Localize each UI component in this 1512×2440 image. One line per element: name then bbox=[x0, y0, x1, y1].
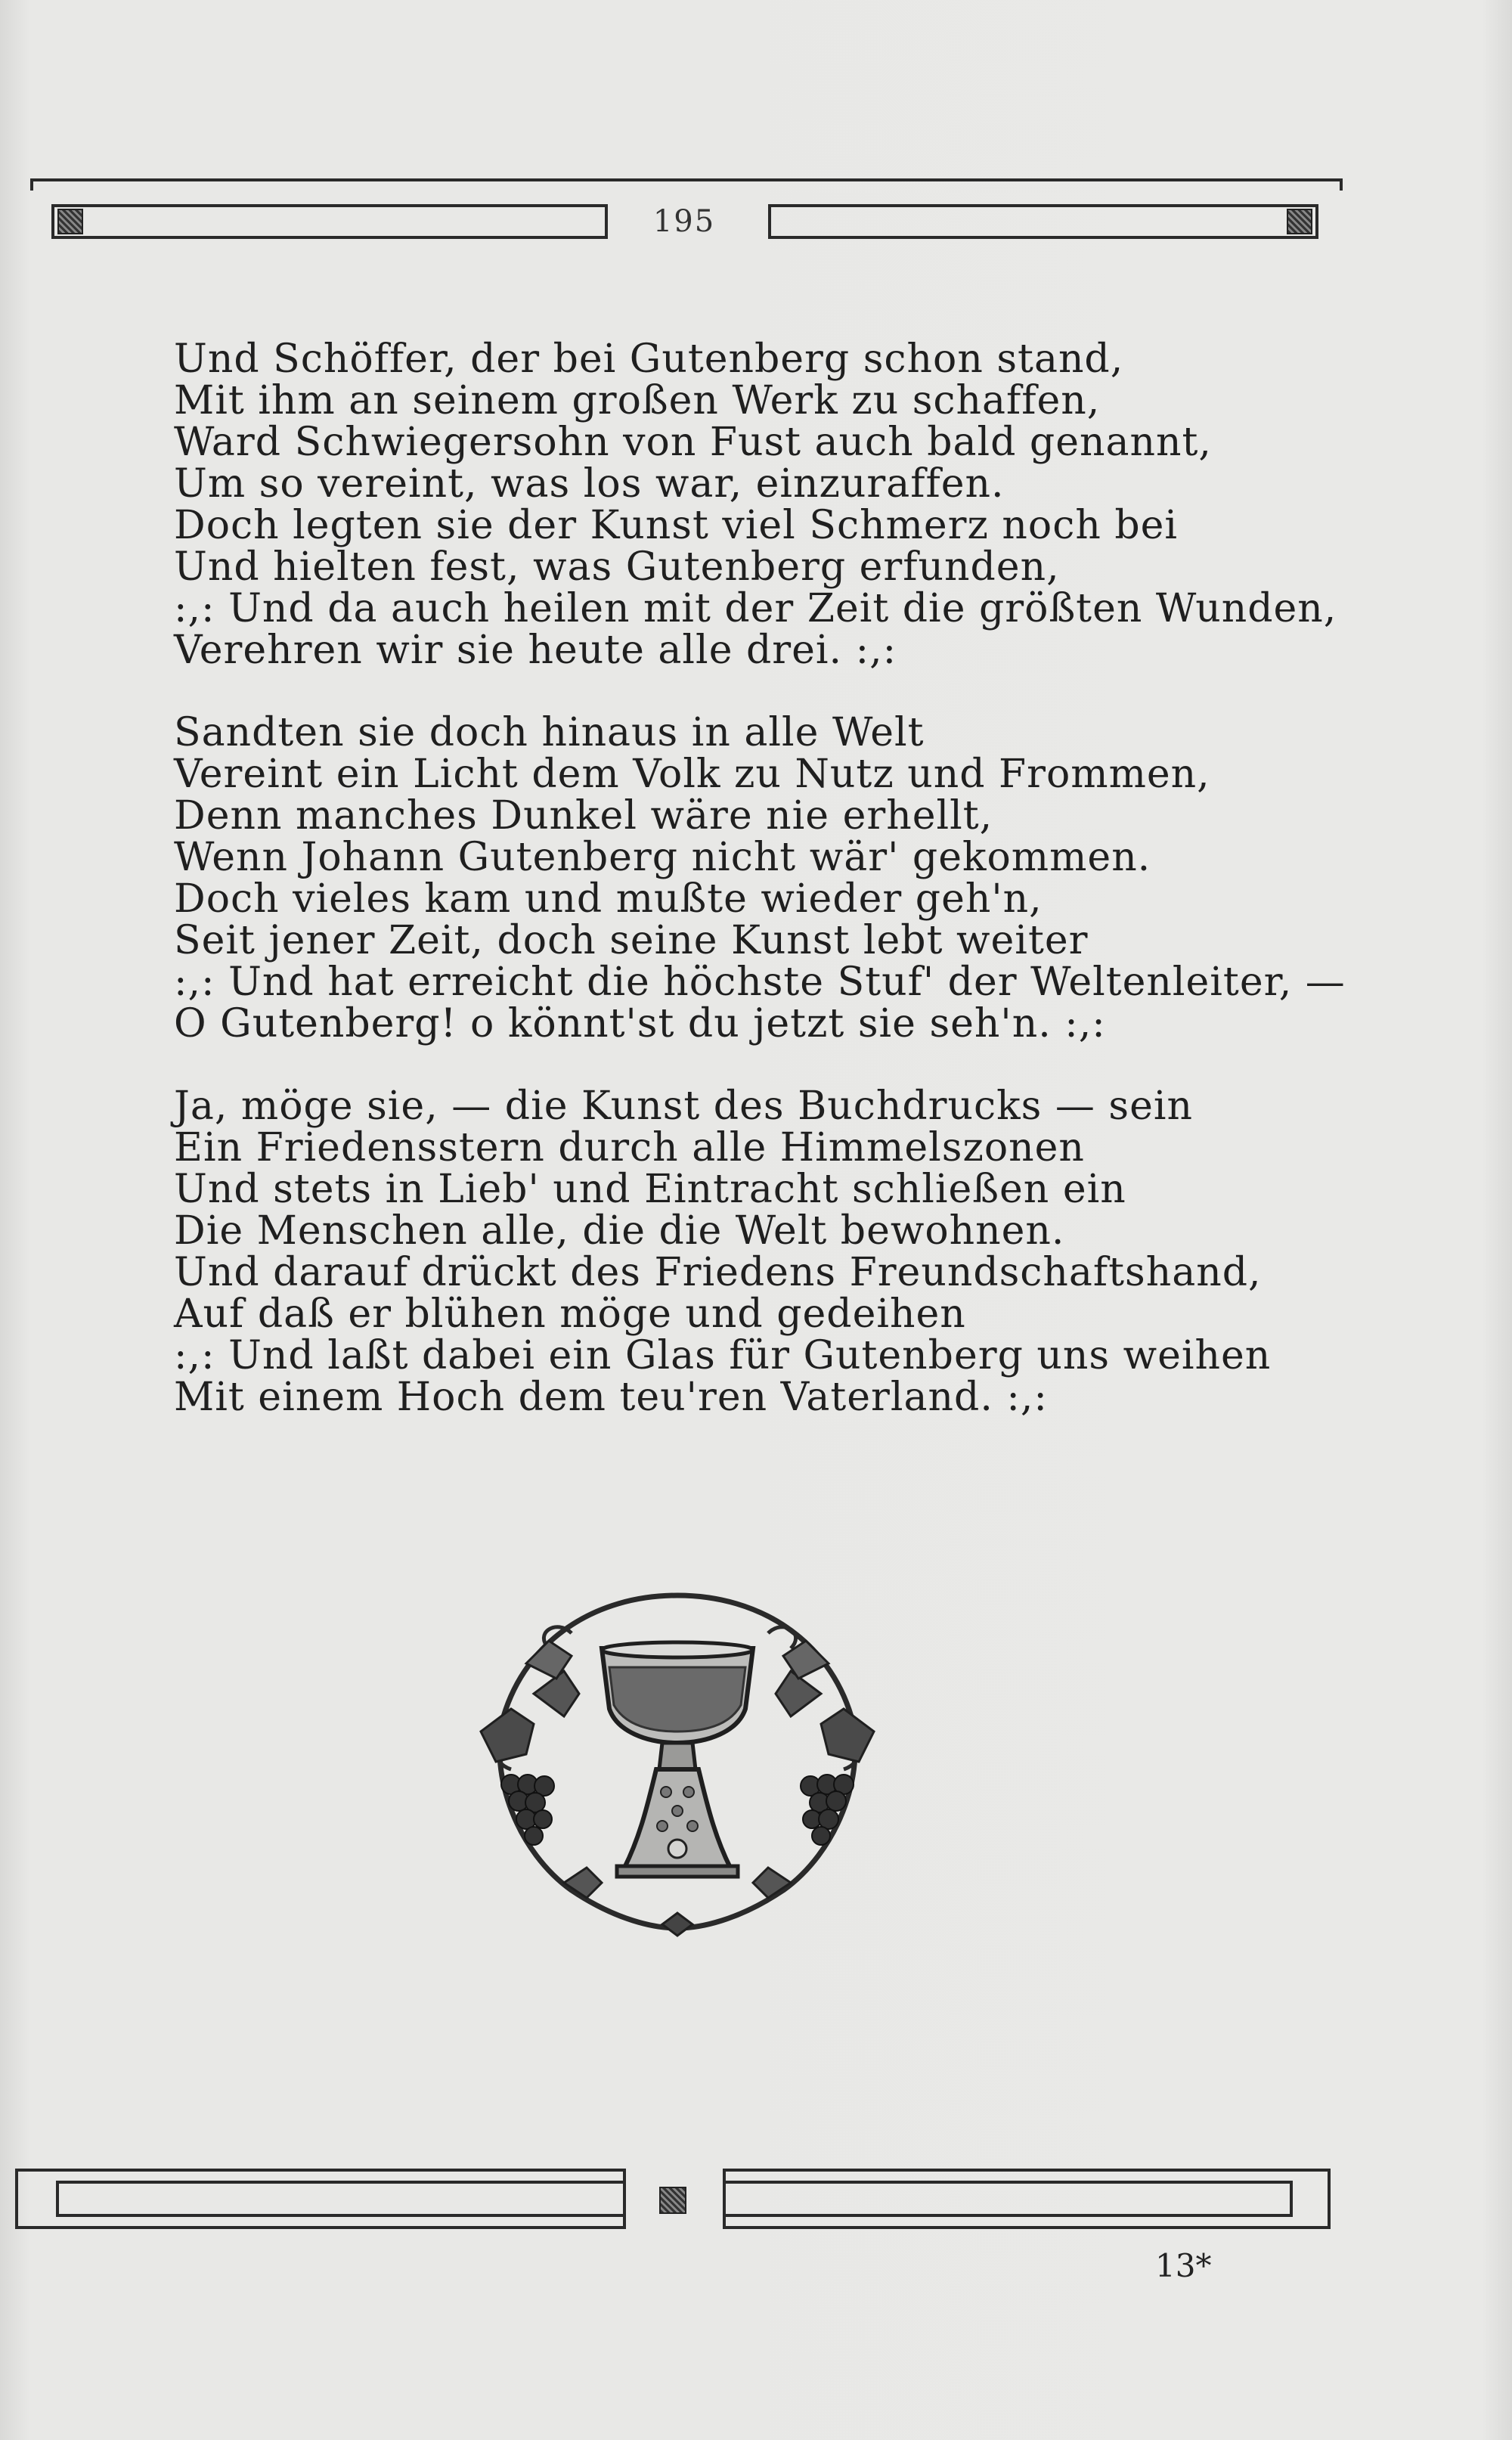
poem-line: Die Menschen alle, die die Welt bewohnen. bbox=[174, 1208, 1065, 1254]
stanza-1 bbox=[174, 336, 1337, 673]
poem-line: Wenn Johann Gutenberg nicht wär' gekommen. bbox=[174, 835, 1151, 880]
poem-line: Doch legten sie der Kunst viel Schmerz noch bei bbox=[174, 503, 1179, 548]
poem-line: Und Schöffer, der bei Gutenberg schon stand, bbox=[174, 336, 1124, 382]
poem-line: Ward Schwiegersohn von Fust auch bald genannt, bbox=[174, 420, 1212, 465]
poem-line: Ein Friedensstern durch alle Himmelszonen bbox=[174, 1125, 1085, 1170]
poem-line: O Gutenberg! o könnt'st du jetzt sie seh'n. :,: bbox=[174, 1001, 1106, 1046]
signature-mark: 13* bbox=[1155, 2247, 1212, 2284]
footer-band bbox=[15, 2169, 1331, 2229]
header-band-right bbox=[768, 204, 1318, 239]
poem-line: Und stets in Lieb' und Eintracht schließen ein bbox=[174, 1167, 1126, 1212]
poem-line: Und darauf drückt des Friedens Freundschaftshand, bbox=[174, 1250, 1262, 1295]
ornament-square-icon bbox=[57, 209, 83, 234]
ornament-square-icon bbox=[659, 2187, 686, 2214]
poem-line: Seit jener Zeit, doch seine Kunst lebt weiter bbox=[174, 918, 1089, 963]
poem-line: Sandten sie doch hinaus in alle Welt bbox=[174, 710, 925, 755]
header-band-left bbox=[51, 204, 608, 239]
page-number: 195 bbox=[652, 204, 716, 239]
poem-line: Auf daß er blühen möge und gedeihen bbox=[174, 1291, 966, 1337]
goblet-wreath-vignette-icon bbox=[458, 1580, 897, 1943]
poem-line: Mit einem Hoch dem teu'ren Vaterland. :,: bbox=[174, 1375, 1048, 1420]
stanza-3 bbox=[174, 1084, 1272, 1420]
poem-line: :,: Und hat erreicht die höchste Stuf' der Weltenleiter, — bbox=[174, 960, 1346, 1005]
poem-line: Verehren wir sie heute alle drei. :,: bbox=[174, 628, 897, 673]
poem-line: Ja, möge sie, — die Kunst des Buchdrucks — sein bbox=[174, 1084, 1193, 1129]
poem-line: Vereint ein Licht dem Volk zu Nutz und Frommen, bbox=[174, 752, 1210, 797]
poem-line: Denn manches Dunkel wäre nie erhellt, bbox=[174, 793, 993, 839]
ornament-square-icon bbox=[1287, 209, 1312, 234]
footer-band-right-inner bbox=[723, 2181, 1293, 2217]
footer-band-left-inner bbox=[56, 2181, 626, 2217]
poem-line: Und hielten fest, was Gutenberg erfunden, bbox=[174, 544, 1060, 590]
poem-line: Mit ihm an seinem großen Werk zu schaffen, bbox=[174, 378, 1101, 423]
poem-line: :,: Und laßt dabei ein Glas für Gutenberg uns weihen bbox=[174, 1333, 1272, 1378]
stanza-2 bbox=[174, 710, 1346, 1046]
poem bbox=[174, 336, 1346, 1459]
top-rule bbox=[30, 178, 1343, 191]
poem-line: :,: Und da auch heilen mit der Zeit die größten Wunden, bbox=[174, 586, 1337, 631]
poem-line: Doch vieles kam und mußte wieder geh'n, bbox=[174, 876, 1043, 922]
poem-line: Um so vereint, was los war, einzuraffen. bbox=[174, 461, 1005, 507]
